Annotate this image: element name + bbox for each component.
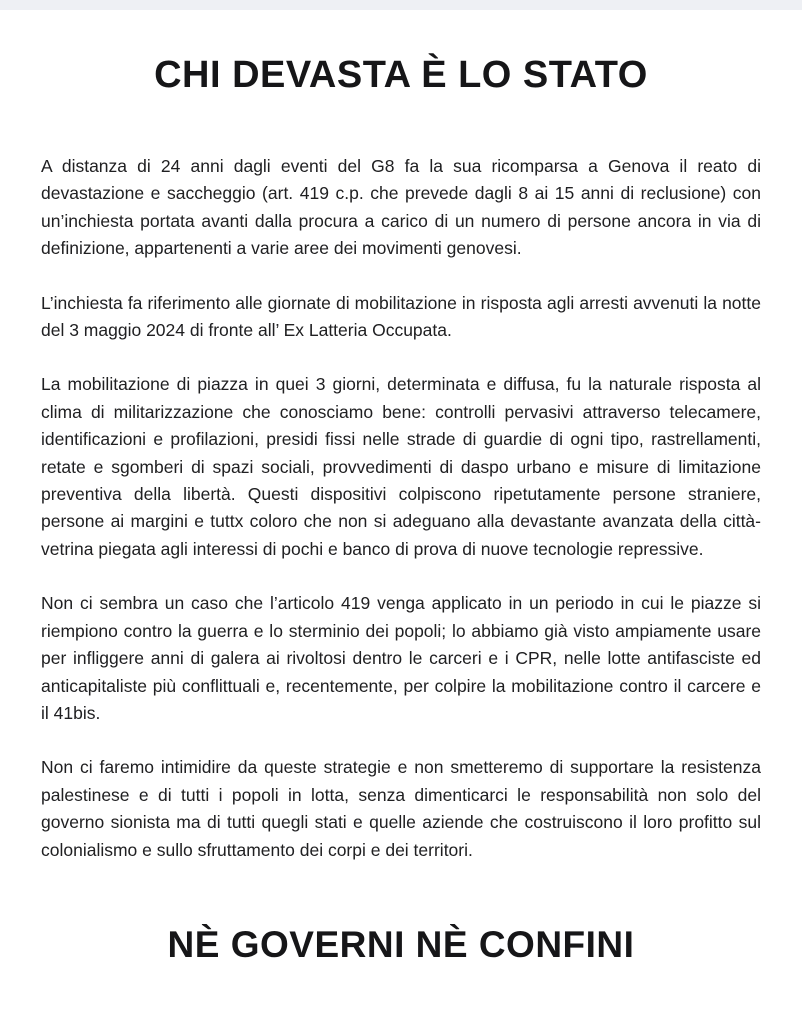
top-strip: [0, 0, 802, 10]
document-body: [41, 153, 761, 864]
document-title: CHI DEVASTA È LO STATO: [154, 54, 648, 96]
paragraph-2: L’inchiesta fa riferimento alle giornate di mobilitazione in risposta agli arresti avvenuti la notte del 3 maggio 2024 di fronte all’ Ex Latteria Occupata.: [41, 292, 761, 341]
paragraph-4: Non ci sembra un caso che l’articolo 419 venga applicato in un periodo in cui le piazze si riempiono contro la guerra e lo sterminio dei popoli; lo abbiamo già visto ampiamente usare per infliggere anni di galera ai rivoltosi dentro le carceri e i CPR, nelle lotte antifasciste ed anticapitaliste più conflittuali e, recentemente, per colpire la mobilitazione contro il carcere e il 41bis.: [41, 593, 761, 723]
paragraph-3: La mobilitazione di piazza in quei 3 giorni, determinata e diffusa, fu la naturale risposta al clima di militarizzazione che conosciamo bene: controlli pervasivi attraverso telecamere, identificazioni e profilazioni, presidi fissi nelle strade di guardie di ogni tipo, rastrellamenti, retate e sgomberi di spazi sociali, provvedimenti di daspo urbano e misure di limitazione preventiva della libertà. Questi dispositivi colpiscono ripetutamente persone straniere, persone ai margini e tuttx coloro che non si adeguano alla devastante avanzata della città-vetrina piegata agli interessi di pochi e banco di prova di nuove tecnologie repressive.: [41, 374, 761, 559]
footer-slogan: NÈ GOVERNI NÈ CONFINI: [167, 923, 635, 965]
paragraph-5: Non ci faremo intimidire da queste strategie e non smetteremo di supportare la resistenza palestinese e di tutti i popoli in lotta, senza dimenticarci le responsabilità non solo del governo sionista ma di tutti quegli stati e quelle aziende che costruiscono il loro profitto sul colonialismo e sullo sfruttamento dei corpi e dei territori.: [41, 757, 761, 860]
paragraph-1: A distanza di 24 anni dagli eventi del G8 fa la sua ricomparsa a Genova il reato di devastazione e saccheggio (art. 419 c.p. che prevede dagli 8 ai 15 anni di reclusione) con un’inchiesta portata avanti dalla procura a carico di un numero di persone ancora in via di definizione, appartenenti a varie aree dei movimenti genovesi.: [41, 156, 761, 259]
